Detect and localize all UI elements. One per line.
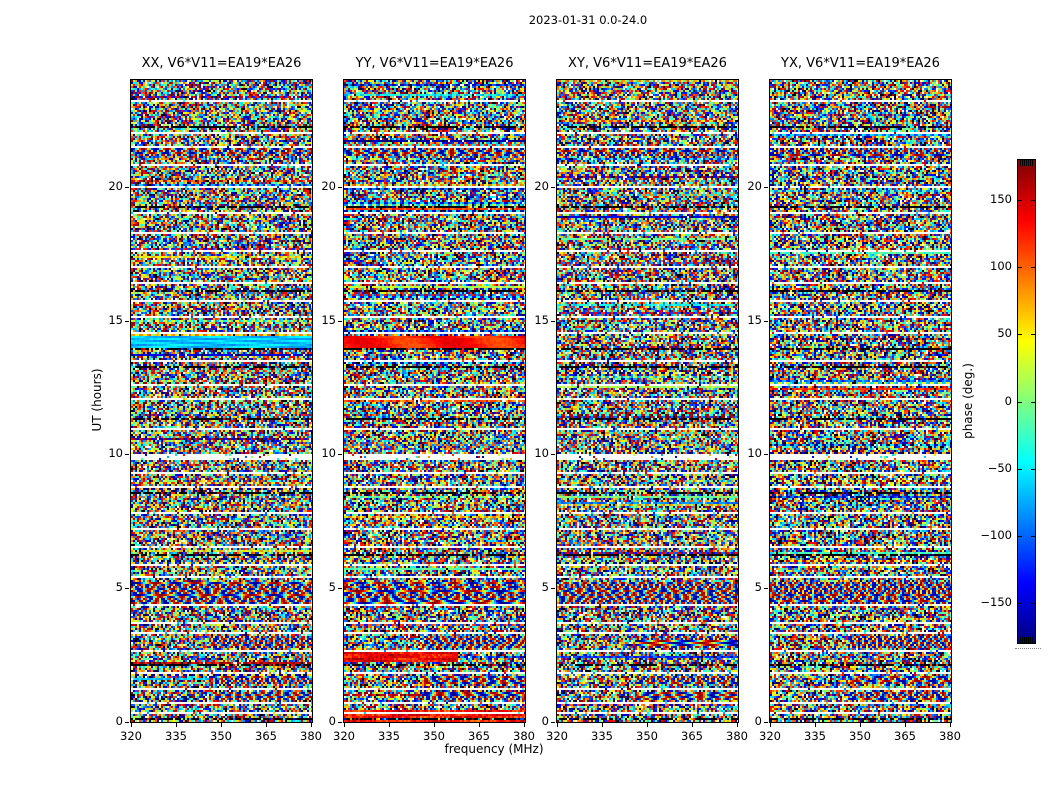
y-tick-label: 15 xyxy=(321,313,336,327)
phase-heatmap-canvas-xx xyxy=(131,80,312,722)
y-tick-mark xyxy=(125,588,129,589)
y-tick-label: 5 xyxy=(754,580,762,594)
y-tick-mark xyxy=(551,454,555,455)
x-tick-label: 365 xyxy=(681,729,703,743)
heatmap-frame xyxy=(130,79,313,723)
y-tick-label: 5 xyxy=(541,580,549,594)
x-tick-mark xyxy=(905,723,906,727)
colorbar-tick-label: −150 xyxy=(980,594,1012,609)
colorbar-label: phase (deg.) xyxy=(961,363,975,439)
y-tick-mark xyxy=(551,722,555,723)
y-tick-mark xyxy=(338,588,342,589)
x-tick-mark xyxy=(860,723,861,727)
y-tick-label: 20 xyxy=(321,179,336,193)
y-tick-label: 20 xyxy=(747,179,762,193)
colorbar-tick-label: 150 xyxy=(990,192,1012,207)
subplot-xy xyxy=(534,56,748,759)
x-tick-mark xyxy=(770,723,771,727)
y-tick-label: 5 xyxy=(115,580,123,594)
subplot-title-xy: XY, V6*V11=EA19*EA26 xyxy=(568,56,727,71)
x-tick-mark xyxy=(602,723,603,727)
phase-heatmap-canvas-yx xyxy=(770,80,951,722)
y-tick-label: 10 xyxy=(747,446,762,460)
x-tick-label: 380 xyxy=(300,729,322,743)
y-tick-mark xyxy=(551,588,555,589)
colorbar-tick-label: 100 xyxy=(990,259,1012,274)
colorbar xyxy=(1017,159,1036,644)
x-tick-mark xyxy=(557,723,558,727)
subplot-title-xx: XX, V6*V11=EA19*EA26 xyxy=(141,56,302,71)
y-tick-label: 10 xyxy=(321,446,336,460)
y-tick-mark xyxy=(338,321,342,322)
y-tick-label: 10 xyxy=(534,446,549,460)
x-tick-label: 335 xyxy=(165,729,187,743)
subplot-title-yx: YX, V6*V11=EA19*EA26 xyxy=(781,56,940,71)
y-tick-mark xyxy=(764,187,768,188)
x-tick-label: 320 xyxy=(333,729,355,743)
y-tick-mark xyxy=(764,588,768,589)
y-tick-label: 0 xyxy=(754,714,762,728)
y-tick-mark xyxy=(338,722,342,723)
subplot-yx xyxy=(747,56,961,759)
x-tick-mark xyxy=(950,723,951,727)
x-tick-label: 320 xyxy=(120,729,142,743)
y-tick-label: 20 xyxy=(108,179,123,193)
y-tick-mark xyxy=(764,722,768,723)
x-tick-label: 380 xyxy=(726,729,748,743)
x-tick-mark xyxy=(692,723,693,727)
subplot-yy xyxy=(321,56,535,759)
y-tick-label: 0 xyxy=(541,714,549,728)
x-tick-label: 320 xyxy=(759,729,781,743)
x-tick-mark xyxy=(176,723,177,727)
y-tick-label: 15 xyxy=(108,313,123,327)
x-tick-label: 380 xyxy=(939,729,961,743)
heatmap-frame xyxy=(343,79,526,723)
x-tick-mark xyxy=(344,723,345,727)
x-axis-label: frequency (MHz) xyxy=(444,742,544,756)
x-tick-mark xyxy=(266,723,267,727)
y-tick-mark xyxy=(551,321,555,322)
x-tick-label: 365 xyxy=(255,729,277,743)
y-tick-label: 0 xyxy=(328,714,336,728)
x-tick-label: 365 xyxy=(468,729,490,743)
y-tick-label: 15 xyxy=(747,313,762,327)
x-tick-mark xyxy=(647,723,648,727)
colorbar-tick-label: −100 xyxy=(980,527,1012,542)
x-tick-mark xyxy=(221,723,222,727)
y-tick-mark xyxy=(125,454,129,455)
subplot-title-yy: YY, V6*V11=EA19*EA26 xyxy=(355,56,514,71)
colorbar-tick-label: 0 xyxy=(1004,393,1012,408)
x-tick-label: 365 xyxy=(894,729,916,743)
y-tick-mark xyxy=(125,321,129,322)
x-tick-mark xyxy=(815,723,816,727)
y-tick-mark xyxy=(338,187,342,188)
colorbar-canvas xyxy=(1018,160,1035,643)
y-tick-mark xyxy=(125,187,129,188)
figure-title: 2023-01-31 0.0-24.0 xyxy=(528,13,648,27)
x-tick-label: 380 xyxy=(513,729,535,743)
x-tick-label: 350 xyxy=(636,729,658,743)
colorbar-tick-label: 50 xyxy=(997,326,1012,341)
y-tick-label: 0 xyxy=(115,714,123,728)
x-tick-mark xyxy=(131,723,132,727)
x-tick-label: 335 xyxy=(804,729,826,743)
x-tick-mark xyxy=(434,723,435,727)
heatmap-frame xyxy=(556,79,739,723)
x-tick-label: 335 xyxy=(378,729,400,743)
x-tick-label: 350 xyxy=(849,729,871,743)
phase-heatmap-canvas-xy xyxy=(557,80,738,722)
y-tick-label: 5 xyxy=(328,580,336,594)
colorbar-dotted-edge xyxy=(1015,648,1041,649)
y-axis-label: UT (hours) xyxy=(90,368,104,432)
y-tick-mark xyxy=(551,187,555,188)
y-tick-label: 10 xyxy=(108,446,123,460)
x-tick-mark xyxy=(479,723,480,727)
x-tick-label: 350 xyxy=(210,729,232,743)
x-tick-label: 350 xyxy=(423,729,445,743)
x-tick-label: 335 xyxy=(591,729,613,743)
colorbar-tick-label: −50 xyxy=(987,460,1012,475)
y-tick-label: 15 xyxy=(534,313,549,327)
heatmap-frame xyxy=(769,79,952,723)
y-tick-mark xyxy=(764,321,768,322)
phase-heatmap-canvas-yy xyxy=(344,80,525,722)
subplot-xx xyxy=(108,56,322,759)
y-tick-mark xyxy=(338,454,342,455)
y-tick-mark xyxy=(764,454,768,455)
y-tick-mark xyxy=(125,722,129,723)
x-tick-label: 320 xyxy=(546,729,568,743)
y-tick-label: 20 xyxy=(534,179,549,193)
x-tick-mark xyxy=(389,723,390,727)
